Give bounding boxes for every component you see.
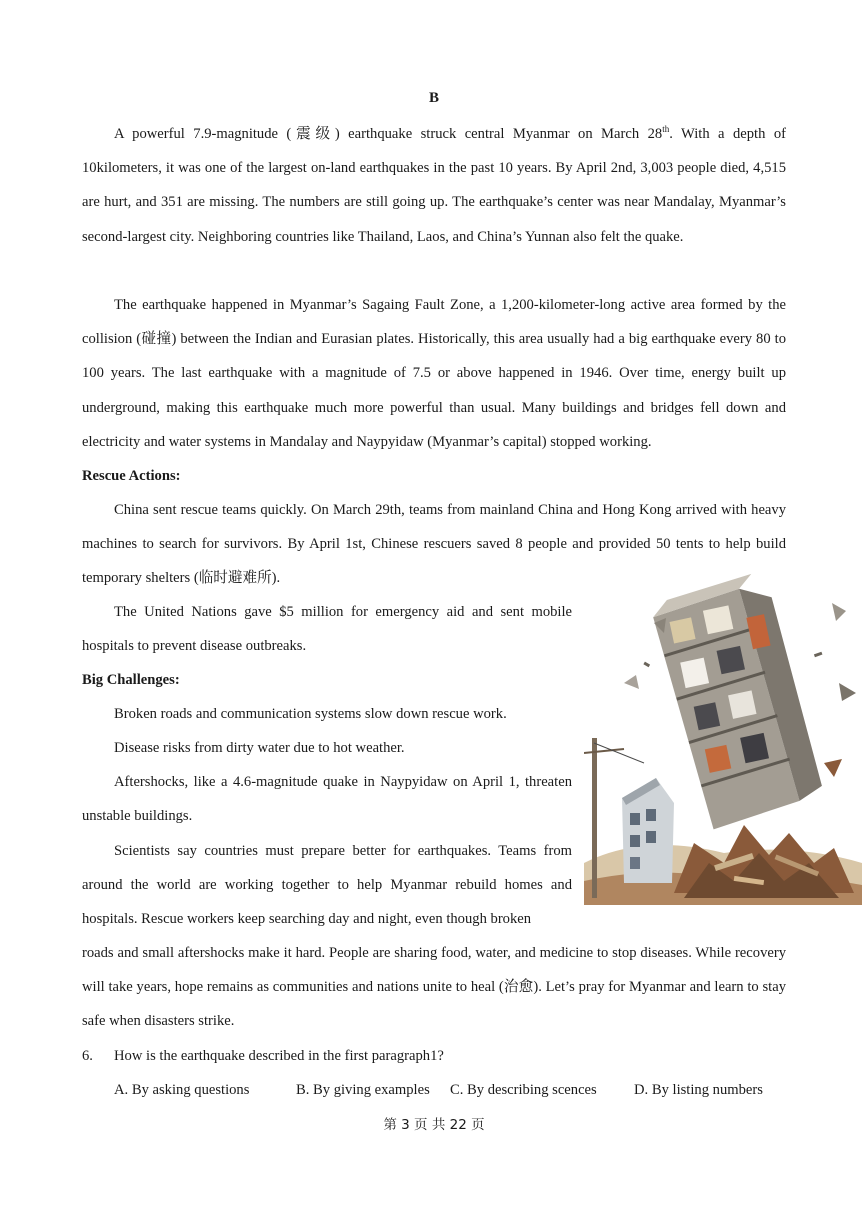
ordinal-suffix: th [662, 124, 670, 135]
paragraph-closing-top: Scientists say countries must prepare better for earthquakes. Teams from around the world are working together to help Myanmar rebuild homes and hospitals. Rescue workers keep searching day and night, even though broken [82, 843, 572, 928]
option-b[interactable]: B. By giving examples [296, 1082, 430, 1098]
challenge-disease: Disease risks from dirty water due to hot weather. [114, 740, 405, 756]
paragraph-intro-start: A powerful 7.9-magnitude (震级) earthquake struck central Myanmar on March 28 [114, 126, 663, 142]
paragraph-fault-zone: The earthquake happened in Myanmar’s Sagaing Fault Zone, a 1,200-kilometer-long active area formed by the collision (碰撞) between the Indian and Eurasian plates. Historically, this area usually had a big earthquake every 80 to 100 years. The last earthquake with a magnitude of 7.5 or above happened in 1946. Over time, energy built up underground, making this earthquake much more powerful than usual. Many buildings and bridges fell down and electricity and water systems in Mandalay and Naypyidaw (Myanmar’s capital) stopped working. [82, 297, 786, 450]
section-title: B [428, 90, 439, 106]
rescue-actions-heading: Rescue Actions: [82, 468, 181, 484]
question-6 [82, 1039, 444, 1073]
paragraph-closing-bottom: roads and small aftershocks make it hard. People are sharing food, water, and medicine to stop diseases. While recovery will take years, hope remains as communities and nations unite to heal (治愈). Let’s pray for Myanmar and learn to stay safe when disasters strike. [82, 945, 786, 1030]
paragraph-rescue-china: China sent rescue teams quickly. On March 29th, teams from mainland China and Hong Kong arrived with heavy machines to search for survivors. By April 1st, Chinese rescuers saved 8 people and provided 50 tents to help build temporary shelters (临时避难所). [82, 502, 786, 587]
question-number: 6. [82, 1048, 93, 1064]
option-a[interactable]: A. By asking questions [114, 1082, 250, 1098]
challenge-roads: Broken roads and communication systems slow down rescue work. [114, 706, 507, 722]
option-d[interactable]: D. By listing numbers [634, 1082, 763, 1098]
question-text: How is the earthquake described in the first paragraph1? [114, 1048, 444, 1064]
collapsed-building-illustration [584, 563, 862, 905]
paragraph-rescue-un: The United Nations gave $5 million for emergency aid and sent mobile hospitals to prevent disease outbreaks. [82, 604, 572, 655]
paragraph-intro-rest: . With a depth of 10kilometers, it was one of the largest on-land earthquakes in the past 10 years. By April 2nd, 3,003 people died, 4,515 are hurt, and 351 are missing. The numbers are still going up. The earthquake’s center was near Mandalay, Myanmar’s second-largest city. Neighboring countries like Thailand, Laos, and China’s Yunnan also felt the quake. [82, 126, 786, 245]
paragraph-intro [82, 117, 786, 254]
big-challenges-heading: Big Challenges: [82, 672, 180, 688]
challenge-aftershocks: Aftershocks, like a 4.6-magnitude quake in Naypyidaw on April 1, threaten unstable buildings. [82, 774, 572, 825]
page-footer: 第 3 页 共 22 页 [383, 1117, 485, 1133]
option-c[interactable]: C. By describing scences [450, 1082, 597, 1098]
